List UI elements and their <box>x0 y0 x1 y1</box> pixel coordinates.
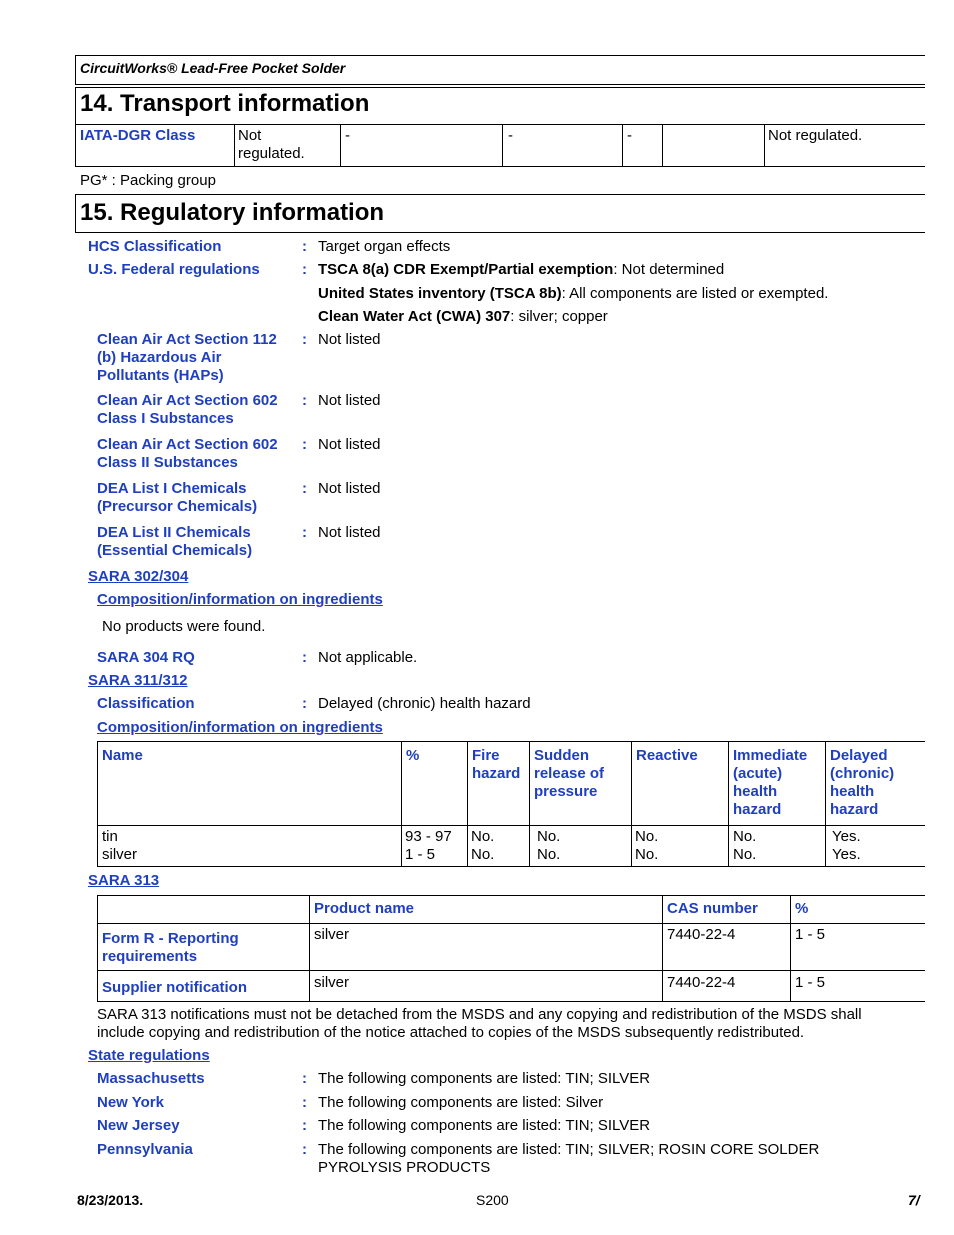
row-silver-sudden: No. <box>537 846 561 863</box>
iata-col-2: - <box>345 127 350 144</box>
dea2-value: Not listed <box>318 524 381 541</box>
inventory-bold: United States inventory (TSCA 8b) <box>318 285 562 302</box>
row-silver-immediate: No. <box>733 846 757 863</box>
caa112-label: Clean Air Act Section 112 (b) Hazardous Air Pollutants (HAPs) <box>97 331 277 384</box>
row-tin-fire: No. <box>471 828 495 845</box>
state-newyork-value: The following components are listed: Silver <box>318 1094 604 1111</box>
sara311-col-percent: % <box>406 747 420 764</box>
supplier-cas: 7440-22-4 <box>667 974 736 991</box>
form-r-percent: 1 - 5 <box>795 926 826 943</box>
supplier-product: silver <box>314 974 350 991</box>
caa602-class1-value: Not listed <box>318 392 381 409</box>
federal-label: U.S. Federal regulations <box>88 261 260 278</box>
sara313-col-percent: % <box>795 900 809 917</box>
row-silver-percent: 1 - 5 <box>405 846 436 863</box>
section-15-title: 15. Regulatory information <box>80 199 385 226</box>
state-heading[interactable]: State regulations <box>88 1047 210 1064</box>
form-r-cas: 7440-22-4 <box>667 926 736 943</box>
row-tin-name: tin <box>102 828 118 845</box>
sara304rq-value: Not applicable. <box>318 649 418 666</box>
section-14-title: 14. Transport information <box>80 90 370 117</box>
caa602-class1-label: Clean Air Act Section 602 Class I Substances <box>97 392 278 427</box>
row-silver-reactive: No. <box>635 846 659 863</box>
row-tin-percent: 93 - 97 <box>405 828 452 845</box>
state-newjersey-value: The following components are listed: TIN; SILVER <box>318 1117 651 1134</box>
cwa-line <box>318 308 608 326</box>
caa602-class2-label: Clean Air Act Section 602 Class II Substances <box>97 436 278 471</box>
sara313-col-product: Product name <box>314 900 415 917</box>
inventory-line <box>318 285 828 303</box>
sara313-heading[interactable]: SARA 313 <box>88 872 160 889</box>
row-silver-name: silver <box>102 846 138 863</box>
iata-col-4: - <box>627 127 632 144</box>
caa112-value: Not listed <box>318 331 381 348</box>
cwa-rest: : silver; copper <box>510 308 608 325</box>
sara311-col-delayed: Delayed (chronic) health hazard <box>830 747 895 818</box>
sara311-col-reactive: Reactive <box>636 747 698 764</box>
state-pennsylvania-label: Pennsylvania <box>97 1141 193 1158</box>
iata-col-1: Not regulated. <box>238 127 305 162</box>
state-massachusetts-value: The following components are listed: TIN; SILVER <box>318 1070 651 1087</box>
product-header: CircuitWorks® Lead-Free Pocket Solder <box>80 60 346 76</box>
form-r-product: silver <box>314 926 350 943</box>
dea2-label: DEA List II Chemicals (Essential Chemicals) <box>97 524 253 559</box>
dea1-label: DEA List I Chemicals (Precursor Chemicals) <box>97 480 258 515</box>
sara311-class-value: Delayed (chronic) health hazard <box>318 695 531 712</box>
iata-label: IATA-DGR Class <box>80 127 196 144</box>
footer-date: 8/23/2013. <box>77 1192 144 1208</box>
sara311-comp-heading[interactable]: Composition/information on ingredients <box>97 719 383 736</box>
sara302-no-products: No products were found. <box>102 618 266 635</box>
caa602-class2-value: Not listed <box>318 436 381 453</box>
row-silver-fire: No. <box>471 846 495 863</box>
sara311-col-fire: Fire hazard <box>472 747 521 782</box>
sara313-note: SARA 313 notifications must not be detached from the MSDS and any copying and redistribution of the MSDS shall include copying and redistribution of the notice attached to copies of the MSDS subsequently redistributed. <box>97 1006 862 1041</box>
tsca-line <box>318 261 724 279</box>
row-tin-sudden: No. <box>537 828 561 845</box>
tsca-bold: TSCA 8(a) CDR Exempt/Partial exemption <box>318 261 614 278</box>
form-r-label: Form R - Reporting requirements <box>102 930 239 965</box>
supplier-percent: 1 - 5 <box>795 974 826 991</box>
footer-page: 7/ <box>908 1192 920 1208</box>
row-tin-reactive: No. <box>635 828 659 845</box>
iata-col-6: Not regulated. <box>768 127 863 144</box>
sara302-heading[interactable]: SARA 302/304 <box>88 568 189 585</box>
hcs-label: HCS Classification <box>88 238 222 255</box>
sara302-comp-heading[interactable]: Composition/information on ingredients <box>97 591 383 608</box>
supplier-label: Supplier notification <box>102 979 247 996</box>
footer-code: S200 <box>476 1192 509 1208</box>
row-silver-delayed: Yes. <box>832 846 861 863</box>
inventory-rest: : All components are listed or exempted. <box>561 285 829 302</box>
state-newyork-label: New York <box>97 1094 164 1111</box>
sara311-class-label: Classification <box>97 695 195 712</box>
sara304rq-label: SARA 304 RQ <box>97 649 195 666</box>
sara311-col-sudden: Sudden release of pressure <box>534 747 605 800</box>
sara311-col-name: Name <box>102 747 143 764</box>
sara311-heading[interactable]: SARA 311/312 <box>88 672 188 689</box>
state-massachusetts-label: Massachusetts <box>97 1070 205 1087</box>
tsca-rest: : Not determined <box>613 261 725 278</box>
state-newjersey-label: New Jersey <box>97 1117 180 1134</box>
row-tin-delayed: Yes. <box>832 828 861 845</box>
iata-col-3: - <box>508 127 513 144</box>
state-pennsylvania-value: The following components are listed: TIN; SILVER; ROSIN CORE SOLDER PYROLYSIS PRODUCTS <box>318 1141 820 1176</box>
pg-note: PG* : Packing group <box>80 172 216 189</box>
sara313-col-cas: CAS number <box>667 900 758 917</box>
cwa-bold: Clean Water Act (CWA) 307 <box>318 308 511 325</box>
hcs-value: Target organ effects <box>318 238 451 255</box>
dea1-value: Not listed <box>318 480 381 497</box>
row-tin-immediate: No. <box>733 828 757 845</box>
sara311-col-immediate: Immediate (acute) health hazard <box>733 747 808 818</box>
